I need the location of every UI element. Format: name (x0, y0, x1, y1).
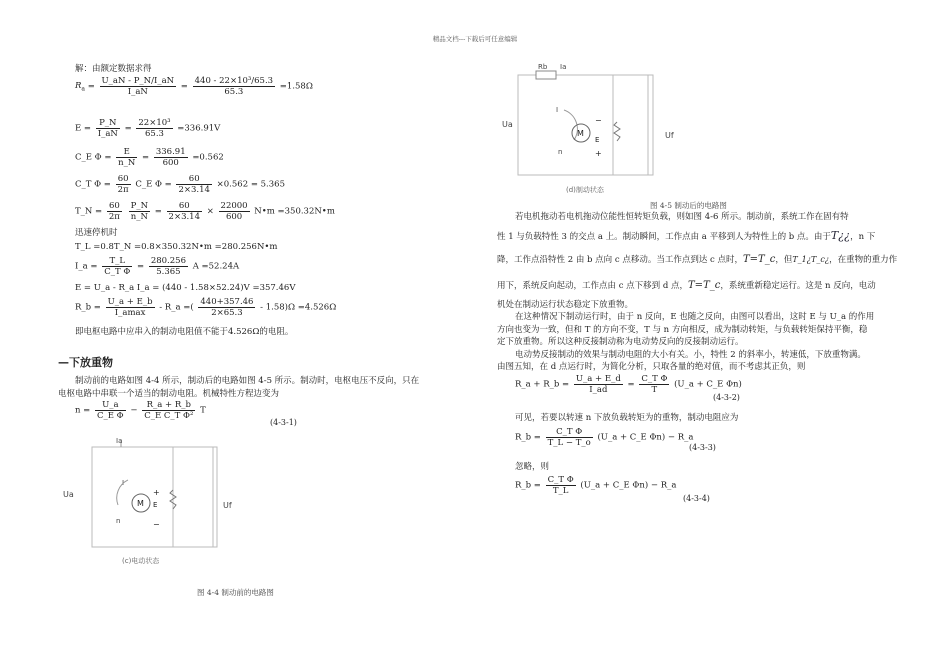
e-label: E (595, 136, 600, 144)
e-lhs: E = (75, 123, 92, 134)
paragraph-1a: 制动前的电路如图 4-4 所示，制动后的电路如图 4-5 所示。制动时，电枢电压不反向，只在 (75, 376, 420, 386)
right-paragraph-3b: 由图五知，在 d 点运行时，为简化分析，只取各量的绝对值，而不考虑其正负，则 (497, 362, 806, 372)
section-heading: —下放重物 (58, 356, 113, 369)
ce-lhs: C_E Φ = (75, 152, 112, 163)
figure-4-5-caption: 图 4-5 制动后的电路图 (650, 201, 727, 210)
right-paragraph-1b: 性 1 与负载特性 3 的交点 a 上。制动瞬间，工作点由 a 平移到人为特性上的 b 点。由于T¿¿，n 下 (497, 229, 876, 242)
i-label: I (122, 479, 125, 487)
ia-fraction-2: $\frac{280.256}{5.365}$ (150, 256, 186, 277)
equation-number-4-3-2: (4-3-2) (713, 393, 740, 402)
conclusion-text: 即电枢电路中应串入的制动电阻值不能于4.526Ω的电阻。 (75, 327, 294, 337)
n-fraction-2: $\frac{R\_a + R\_b}{\text{C\_E C\_T Φ²}}$ (144, 400, 194, 421)
eq4-fraction: $\frac{\text{C\_T Φ}}{T\_L}$ (547, 475, 574, 496)
tn-fraction-1b: $\frac{P\_N}{n\_N}$ (130, 201, 149, 222)
ra-fraction-2: $\frac{\text{440 - 22×10³/65.3}}{65.3}$ (194, 76, 274, 97)
field-loop (173, 447, 213, 547)
e-label: E (153, 501, 158, 509)
ra-eq-sign: = (87, 81, 95, 92)
rotation-arrow-icon (117, 480, 128, 505)
right-paragraph-1e: 机处在制动运行状态稳定下放重物。 (497, 300, 634, 310)
sub-caption-c: (c)电动状态 (122, 557, 160, 565)
uf-label: Uf (223, 501, 232, 510)
ct-fraction-2: $\frac{60}{2\times 3.14}$ (178, 174, 210, 195)
rb-label: Rb (538, 63, 548, 71)
rb-mid: - R_a =( (159, 302, 194, 313)
page-header: 精品文档---下载后可任意编辑 (432, 35, 518, 43)
right-paragraph-1a: 若电机拖动若电机拖动位能性恒转矩负载，则如图 4-6 所示。制动前，系统工作在固有特 (515, 212, 849, 222)
ct-lhs: C_T Φ = (75, 179, 111, 190)
motor-label: M (137, 499, 144, 508)
right-paragraph-2b: 方向也变为一致，但和 T 的方向不变，T 与 n 方向相反，成为制动转矩，与负载转矩保持平衡，稳 (497, 325, 868, 335)
e-fraction-2: $\frac{\text{22×10³}}{65.3}$ (138, 118, 171, 139)
right-paragraph-2a: 在这种情况下制动运行时，由于 n 反向，E 也随之反向，由图可以看出，这时 E 与 U_a 的作用 (515, 312, 875, 322)
eq2-fraction-1: $\frac{U\_a + E\_d}{I\_ad}$ (575, 374, 621, 395)
right-paragraph-3a: 电动势反接制动的效果与制动电阻的大小有关。小，特性 2 的斜率小，转速低，下放重物满。 (515, 350, 866, 360)
ra-label: $R_a$ (75, 80, 85, 93)
tn-result: N•m =350.32N•m (254, 206, 335, 217)
right-paragraph-2c: 定下放重物。所以这种反接制动称为电动势反向的反接制动运行。 (497, 337, 744, 347)
ce-result: =0.562 (192, 152, 224, 163)
n-tail: T (200, 405, 206, 416)
rotation-arrow-icon (564, 110, 577, 140)
tn-fraction-2: $\frac{60}{2\times 3.14}$ (168, 201, 201, 222)
n-lhs: n = (75, 405, 91, 416)
ia-fraction-1: $\frac{T\_L}{\text{C\_T Φ}}$ (104, 256, 131, 277)
ra-equation (75, 76, 313, 97)
tn-lhs: T_N = (75, 206, 103, 217)
motor-label: M (577, 129, 584, 138)
paragraph-1b: 电枢电路中串联一个适当的制动电阻。机械特性方程边变为 (58, 389, 280, 399)
equation-4-3-3: R_b = $\frac{\text{C\_T Φ}}{T\_L - T\_o}$ (U_a + C_E Φn) − R_a (515, 427, 694, 448)
sub-caption-d: (d)制动状态 (566, 186, 604, 194)
ia-result: A =52.24A (192, 261, 240, 272)
tn-equation: T_N = $\frac{60}{2\pi}$ $\frac{P\_N}{n\_N}$ = $\frac{60}{2\times 3.14}$ × $\frac{22000}{600}$ N•m =350.32N•m (75, 201, 335, 222)
ce-equation: C_E Φ = $\frac{E}{n\_N}$ = $\frac{336.91}{600}$ =0.562 (75, 147, 224, 168)
circuit-loop (518, 75, 648, 175)
tn-fraction-3: $\frac{22000}{600}$ (220, 201, 248, 222)
rb-result: - 1.58)Ω =4.526Ω (260, 302, 337, 313)
right-paragraph-1c: 降，工作点沿特性 2 由 b 点向 c 点移动。当工作点到达 c 点时，T=T_c，但T_1¿T_c¿，在重物的重力作 (497, 254, 898, 265)
n-label: n (116, 517, 121, 525)
figure-4-4-caption: 图 4-4 制动前的电路图 (197, 588, 274, 597)
tl-line: T_L =0.8T_N =0.8×350.32N•m =280.256N•m (75, 242, 278, 252)
uf-label: Uf (665, 131, 674, 140)
ia-label: Ia (116, 437, 123, 445)
ct-equation (75, 174, 285, 195)
torque-symbol: T¿¿ (830, 229, 851, 242)
ra-result: =1.58Ω (279, 81, 313, 92)
equation-4-3-2: R_a + R_b = $\frac{U\_a + E\_d}{I\_ad}$ = $\frac{\text{C\_T Φ}}{T}$ (U_a + C_E Φn) (515, 374, 742, 395)
equation-4-3-4: R_b = $\frac{\text{C\_T Φ}}{T\_L}$ (U_a + C_E Φn) − R_a (515, 475, 677, 496)
slow-stop-label: 迅速停机时 (75, 228, 118, 238)
ce-fraction-1: $\frac{E}{n\_N}$ (118, 147, 136, 168)
ct-fraction-1: $\frac{60}{2\pi}$ (117, 174, 129, 195)
ia-equation: I_a = $\frac{T\_L}{\text{C\_T Φ}}$ = $\frac{280.256}{5.365}$ A =52.24A (75, 256, 240, 277)
rb-resistor-icon (536, 71, 556, 79)
ce-fraction-2: $\frac{336.91}{600}$ (155, 147, 186, 168)
equation-number-4-3-4: (4-3-4) (683, 494, 710, 503)
ra-fraction-1: $\frac{U\_aN - P\_N/I\_aN}{I\_aN}$ (101, 76, 175, 97)
plus-sign: + (595, 149, 602, 158)
ct-result: ×0.562 = 5.365 (216, 179, 285, 190)
eq2-fraction-2: $\frac{\text{C\_T Φ}}{T}$ (641, 374, 668, 395)
ra-eq-sign-2: = (180, 81, 188, 92)
i-label: I (556, 106, 559, 114)
ua-label: Ua (63, 490, 74, 499)
field-resistor-icon (614, 122, 620, 141)
circuit-diagram-before-braking (58, 435, 238, 575)
ua-label: Ua (502, 120, 513, 129)
field-loop (613, 75, 653, 175)
e-fraction-1: $\frac{P\_N}{I\_aN}$ (97, 118, 118, 139)
circuit-diagram-after-braking (498, 60, 698, 200)
right-paragraph-1d: 用下，系统反向起动，工作点由 c 点下移到 d 点，T=T_c，系统重新稳定运行。这是 n 反向，电动 (497, 280, 876, 291)
equation-number-4-3-1: (4-3-1) (270, 418, 297, 427)
n-fraction-1: $\frac{U\_a}{\text{C\_E Φ}}$ (97, 400, 124, 421)
minus-sign: − (153, 520, 160, 529)
rb-fraction-1: $\frac{U\_a + E\_b}{I\_amax}$ (107, 297, 153, 318)
ea-line: E = U_a - R_a I_a = (440 - 1.58×52.24)V =357.46V (75, 283, 296, 293)
circuit-loop (92, 447, 217, 547)
tn-fraction-1: $\frac{60}{2\pi}$ (108, 201, 120, 222)
rb-equation (75, 297, 336, 318)
minus-sign: − (595, 116, 602, 125)
rb-lhs: R_b = (75, 302, 101, 313)
n-label: n (558, 148, 563, 156)
solution-intro: 解：由额定数据求得 (75, 64, 152, 74)
ia-lhs: I_a = (75, 261, 98, 272)
ia-label: Ia (560, 63, 567, 71)
right-paragraph-4: 可见，若要以转速 n 下放负载转矩为的重物，制动电阻应为 (515, 413, 739, 423)
rb-fraction-2: $\frac{440+357.46}{2\times 65.3}$ (200, 297, 254, 318)
e-equation: E = $\frac{P\_N}{I\_aN}$ = $\frac{\text{22×10³}}{65.3}$ =336.91V (75, 118, 221, 139)
eq3-fraction: $\frac{\text{C\_T Φ}}{T\_L - T\_o}$ (547, 427, 591, 448)
equation-number-4-3-3: (4-3-3) (689, 443, 716, 452)
e-result: =336.91V (177, 123, 221, 134)
right-paragraph-5: 忽略，则 (515, 462, 550, 472)
plus-sign: + (153, 488, 160, 497)
ct-mid: C_E Φ = (135, 179, 172, 190)
n-equation: n = $\frac{U\_a}{\text{C\_E Φ}}$ − $\frac{R\_a + R\_b}{\text{C\_E C\_T Φ²}}$ T (75, 400, 206, 421)
